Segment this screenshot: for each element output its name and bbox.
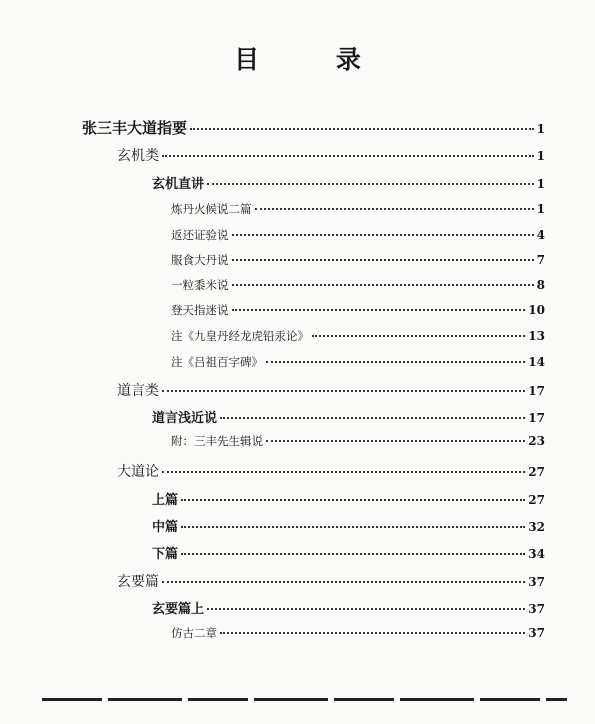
toc-entry[interactable] [171,302,545,318]
page-title: 目 录 [234,45,395,74]
toc-page-number: 1 [536,149,545,163]
toc-entry-label: 下篇 [152,547,179,562]
toc-page-number: 10 [528,303,545,317]
dot-leader [162,154,534,157]
toc-entry-label: 玄机类 [117,148,159,164]
toc-entry[interactable] [82,117,545,138]
dot-leader [181,498,525,501]
toc-page-number: 37 [528,602,545,616]
toc-entry[interactable] [152,516,545,535]
toc-entry[interactable] [152,489,545,508]
toc-entry-label: 一粒黍米说 [171,278,229,292]
toc-entry[interactable] [171,625,545,641]
toc-entry[interactable] [117,380,545,400]
toc-page-number: 27 [528,493,545,507]
toc-entry-label: 道言浅近说 [152,411,218,426]
toc-entry[interactable] [152,407,545,426]
toc-page-number: 8 [536,278,545,292]
toc-entry-label: 注《吕祖百字碑》 [171,355,263,369]
dot-leader [255,207,534,210]
toc-entry-label: 返还证验说 [171,228,229,242]
toc-page-number: 34 [528,547,545,561]
toc-entry-label: 中篇 [152,520,179,535]
toc-entry[interactable] [171,328,545,344]
toc-entry-label: 附：三丰先生辑说 [171,434,263,448]
toc-entry-label: 服食大丹说 [171,253,229,267]
toc-entry-label: 注《九皇丹经龙虎铅汞论》 [171,329,309,343]
toc-entry[interactable] [171,354,545,370]
toc-entry-label: 仿古二章 [171,626,217,640]
toc-entry[interactable] [152,173,545,192]
toc-entry-label: 大道论 [117,464,159,480]
dot-leader [232,283,534,286]
toc-entry-label: 上篇 [152,493,179,508]
dot-leader [220,416,525,419]
toc-page-number: 7 [536,253,545,267]
dot-leader [207,182,534,185]
dot-leader [220,631,525,634]
toc-page-number: 13 [528,329,545,343]
toc-entry-label: 玄机直讲 [152,177,205,192]
toc-entry[interactable] [171,201,545,217]
toc-page-number: 1 [536,177,545,191]
toc-page-number: 27 [528,465,545,479]
toc-page-number: 1 [536,202,545,216]
dot-leader [232,233,534,236]
toc-entry[interactable] [117,145,545,165]
toc-page-number: 4 [536,228,545,242]
toc-entry[interactable] [171,433,545,449]
toc-page-number: 17 [528,411,545,425]
toc-page-number: 37 [528,575,545,589]
dot-leader [162,470,525,473]
toc-page-number: 23 [528,434,545,448]
toc-entry[interactable] [171,277,545,293]
dot-leader [181,552,525,555]
toc-entry-label: 张三丰大道指要 [82,119,188,137]
dot-leader [232,308,526,311]
toc-entry-label: 炼丹火候说二篇 [171,202,252,216]
toc-entry[interactable] [152,543,545,562]
toc-entry[interactable] [117,571,545,591]
page-bottom-rule [42,698,567,701]
toc-page-number: 32 [528,520,545,534]
toc-entry-label: 道言类 [117,383,159,399]
toc-entry[interactable] [117,461,545,481]
toc-page-number: 1 [536,122,545,136]
dot-leader [162,580,525,583]
dot-leader [162,389,525,392]
toc-entry[interactable] [171,252,545,268]
dot-leader [266,360,525,363]
toc-entry[interactable] [171,227,545,243]
toc-entry[interactable] [152,598,545,617]
dot-leader [312,334,525,337]
dot-leader [207,607,525,610]
dot-leader [181,525,525,528]
toc-entry-label: 玄要篇 [117,574,159,590]
dot-leader [266,439,525,442]
toc-page-number: 17 [528,384,545,398]
toc-entry-label: 登天指迷说 [171,303,229,317]
toc-page-number: 14 [528,355,545,369]
toc-page-number: 37 [528,626,545,640]
toc-entry-label: 玄要篇上 [152,602,205,617]
dot-leader [232,258,534,261]
dot-leader [190,127,534,130]
